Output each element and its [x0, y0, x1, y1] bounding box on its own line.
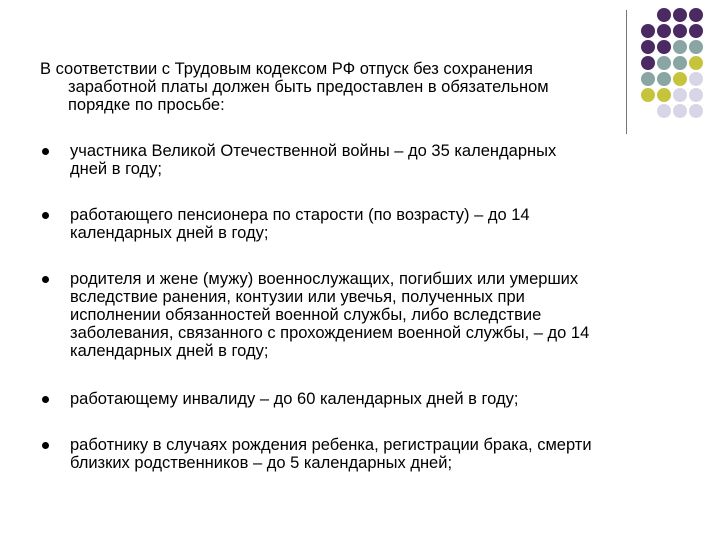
bullet-marker	[42, 148, 49, 155]
decorative-dot	[673, 56, 687, 70]
intro-paragraph	[40, 60, 640, 114]
decorative-dots	[641, 8, 715, 118]
list-item-text	[70, 270, 680, 360]
list-item	[40, 270, 680, 360]
decorative-dot	[673, 40, 687, 54]
list-item-line: календарных дней в году;	[70, 224, 269, 242]
list-item	[40, 390, 680, 408]
bullet-marker	[42, 442, 49, 449]
list-item-line: календарных дней в году;	[70, 342, 269, 360]
list-item-line: дней в году;	[70, 160, 162, 178]
intro-line-3: порядке по просьбе:	[68, 96, 225, 114]
decorative-dot	[641, 88, 655, 102]
decorative-dot	[689, 56, 703, 70]
bullet-marker	[42, 396, 49, 403]
decorative-dot	[689, 88, 703, 102]
list-item-line: работнику в случаях рождения ребенка, регистрации брака, смерти	[70, 436, 592, 454]
list-item-text	[70, 436, 680, 472]
list-item-text	[70, 206, 680, 242]
decorative-dot	[689, 40, 703, 54]
decorative-dot	[657, 56, 671, 70]
list-item-line: работающего пенсионера по старости (по возрасту) – до 14	[70, 206, 530, 224]
decorative-dot	[689, 24, 703, 38]
decorative-dot	[673, 24, 687, 38]
decorative-dot	[657, 104, 671, 118]
decorative-dot	[657, 24, 671, 38]
decorative-dot	[657, 8, 671, 22]
list-item-line: родителя и жене (мужу) военнослужащих, погибших или умерших	[70, 270, 579, 288]
list-item	[40, 206, 680, 242]
decorative-dot	[689, 8, 703, 22]
list-item	[40, 142, 680, 178]
bullet-marker	[42, 212, 49, 219]
list-item-line: работающему инвалиду – до 60 календарных дней в году;	[70, 390, 519, 408]
list-item-line: участника Великой Отечественной войны – до 35 календарных	[70, 142, 557, 160]
bullet-marker	[42, 276, 49, 283]
decorative-dot	[657, 88, 671, 102]
decorative-dot	[641, 56, 655, 70]
list-item-line: близких родственников – до 5 календарных дней;	[70, 454, 453, 472]
list-item	[40, 436, 680, 472]
list-item-line: вследствие ранения, контузии или увечья, полученных при	[70, 288, 525, 306]
list-item-text	[70, 142, 680, 178]
decorative-dot	[641, 24, 655, 38]
decorative-dot	[673, 104, 687, 118]
intro-line-1: В соответствии с Трудовым кодексом РФ отпуск без сохранения	[40, 60, 533, 78]
decorative-dot	[657, 40, 671, 54]
intro-line-2: заработной платы должен быть предоставлен в обязательном	[68, 78, 549, 96]
decorative-dot	[657, 72, 671, 86]
decorative-dot	[641, 40, 655, 54]
decorative-dot	[641, 72, 655, 86]
decorative-dot	[673, 72, 687, 86]
decorative-dot	[689, 104, 703, 118]
list-item-line: исполнении обязанностей военной службы, либо вследствие	[70, 306, 542, 324]
list-item-line: заболевания, связанного с прохождением военной службы, – до 14	[70, 324, 590, 342]
decorative-dot	[673, 88, 687, 102]
decorative-dot	[689, 72, 703, 86]
decorative-dot	[673, 8, 687, 22]
list-item-text	[70, 390, 680, 408]
